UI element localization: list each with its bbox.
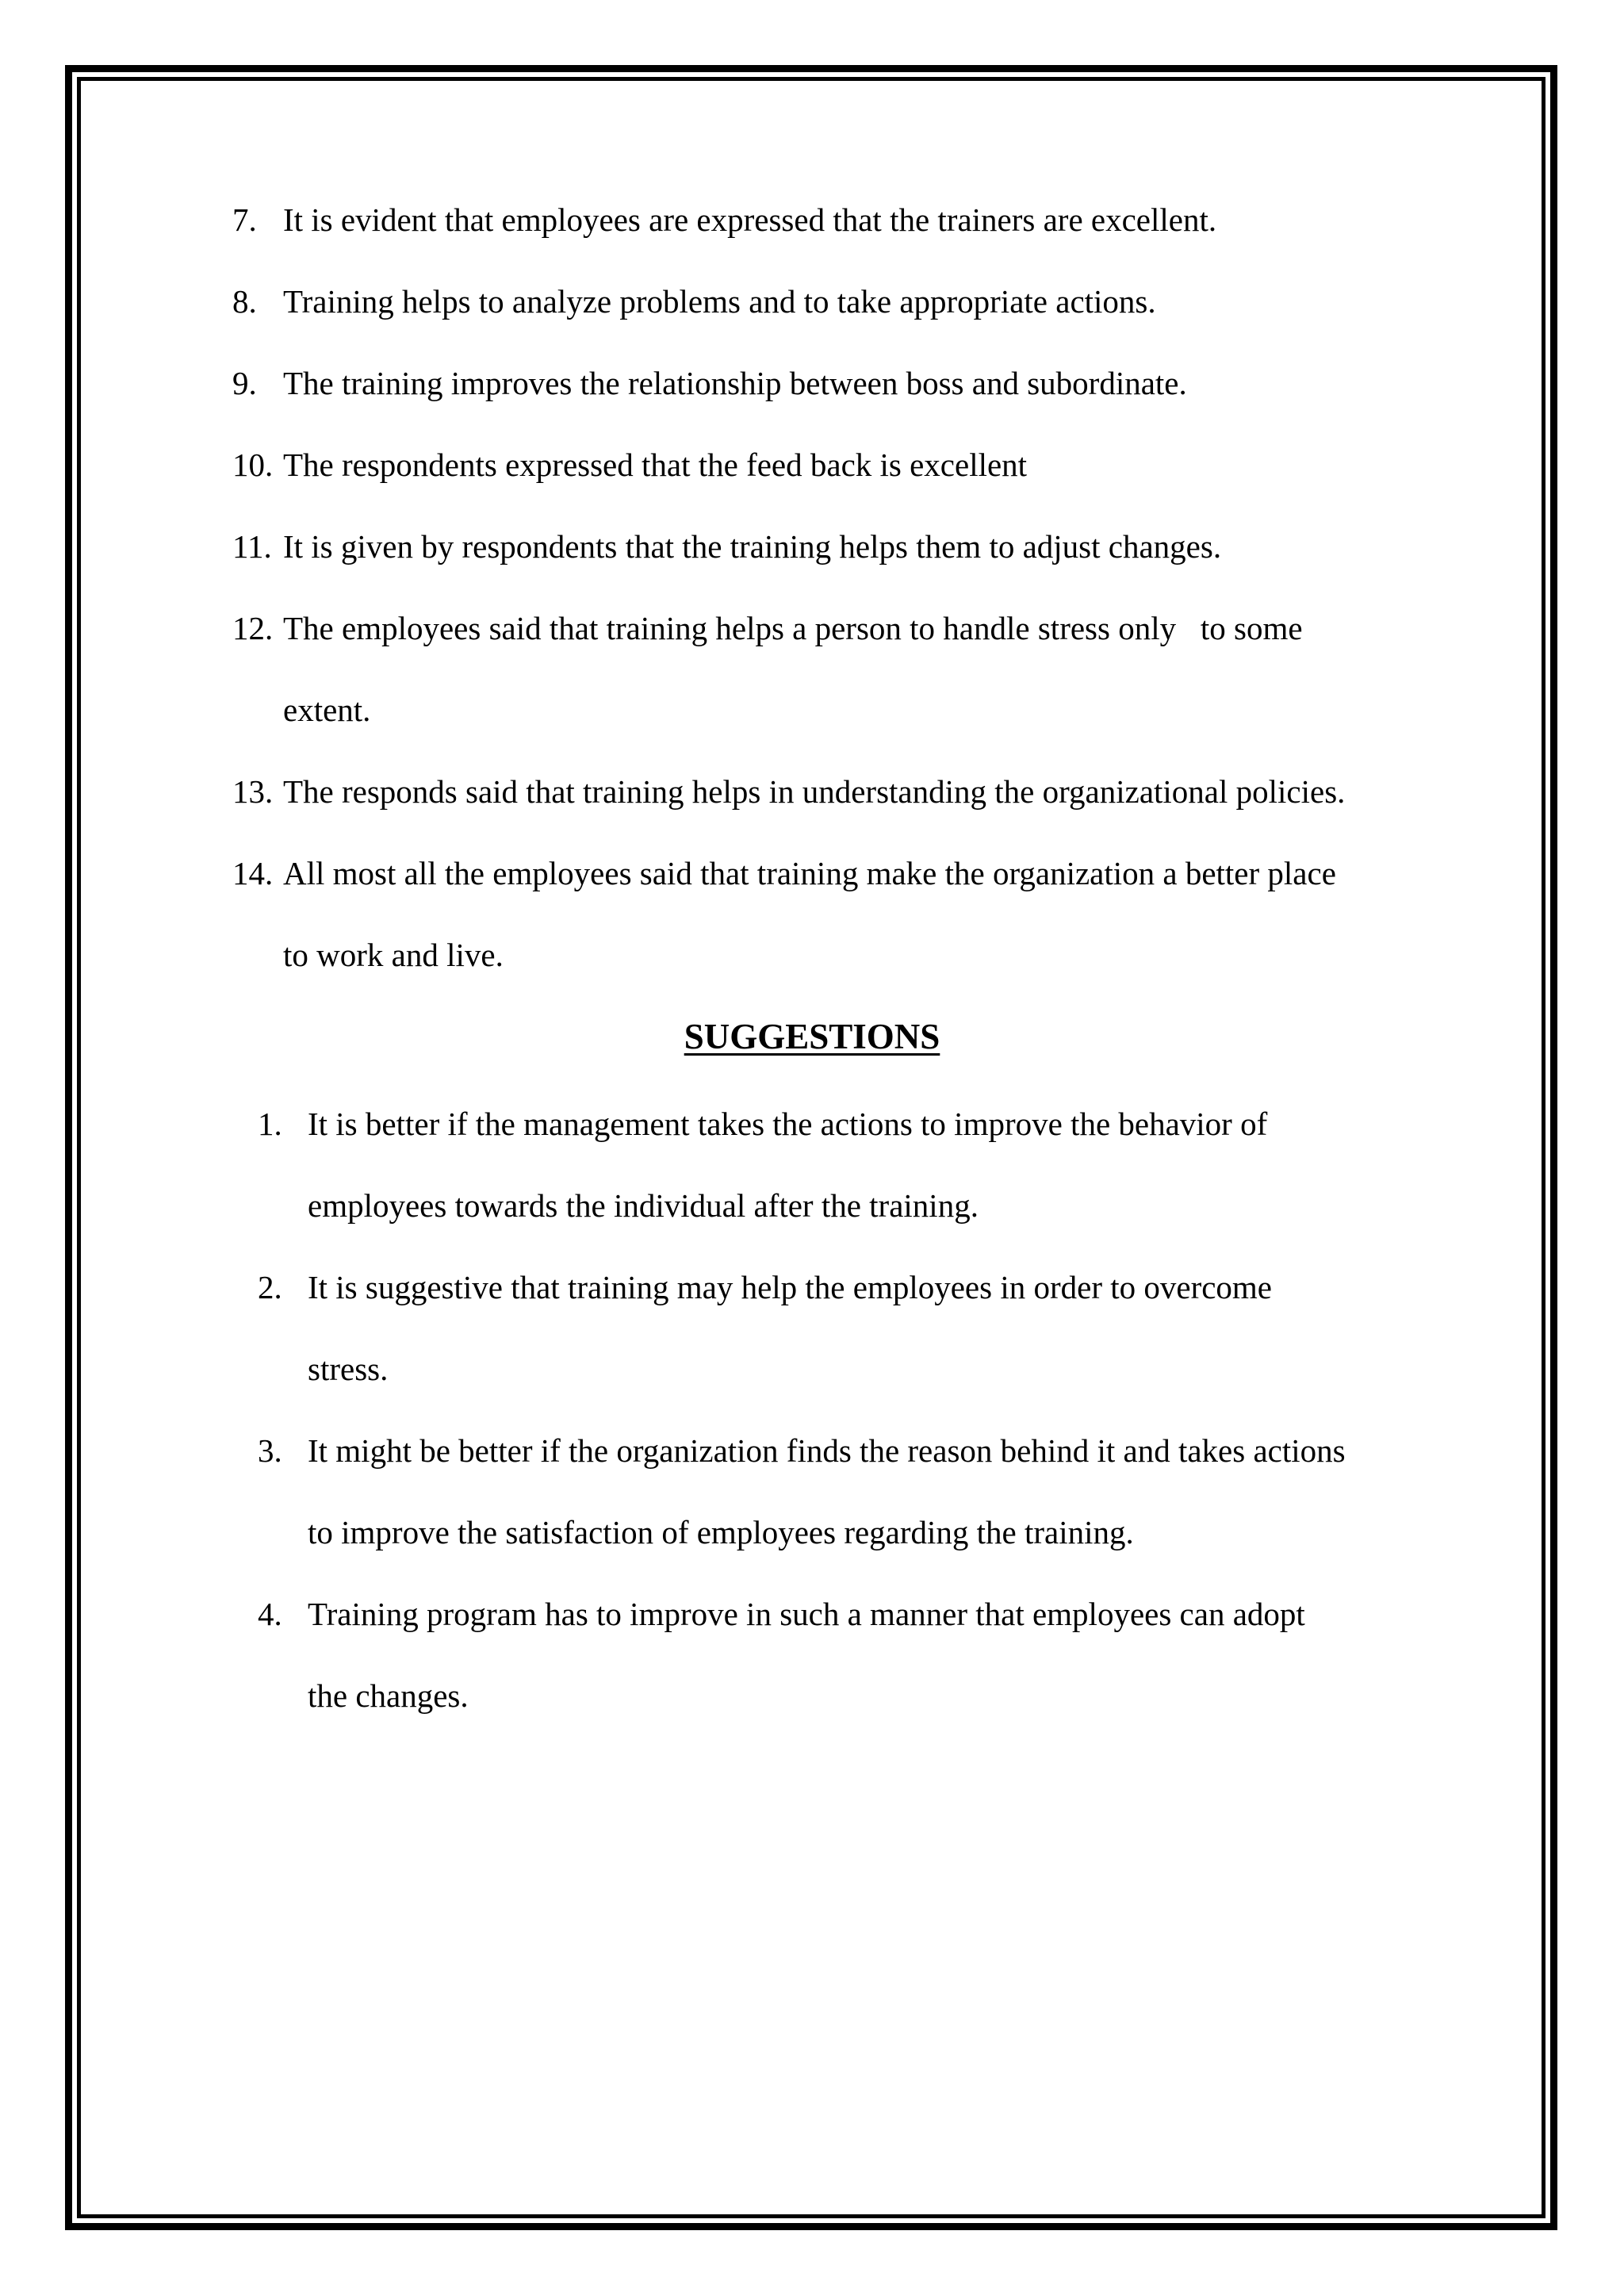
suggestion-number: 3. — [258, 1432, 282, 1469]
finding-number: 9. — [232, 365, 257, 401]
finding-text: The respondents expressed that the feed back is excellent — [283, 447, 1028, 483]
finding-number: 12. — [232, 610, 274, 646]
finding-text: It is evident that employees are expressed that the trainers are excellent. — [283, 201, 1217, 238]
finding-number: 11. — [232, 528, 272, 565]
finding-text: Training helps to analyze problems and to take appropriate actions. — [283, 283, 1156, 320]
finding-number: 10. — [232, 447, 274, 483]
suggestion-text: It is suggestive that training may help the employees in order to overcome — [308, 1269, 1273, 1305]
suggestion-text-continued: to improve the satisfaction of employees regarding the training. — [308, 1514, 1134, 1550]
finding-text-continued: extent. — [283, 692, 371, 728]
finding-number: 7. — [232, 201, 257, 238]
finding-text-continued: to work and live. — [283, 937, 504, 973]
suggestion-number: 2. — [258, 1269, 282, 1305]
suggestion-text-continued: stress. — [308, 1351, 389, 1387]
finding-text: The employees said that training helps a person to handle stress only to some — [283, 610, 1303, 646]
suggestion-text-continued: the changes. — [308, 1677, 469, 1714]
finding-number: 8. — [232, 283, 257, 320]
finding-number: 14. — [232, 855, 274, 891]
finding-text: The responds said that training helps in understanding the organizational policies. — [283, 773, 1346, 810]
suggestion-text: Training program has to improve in such a manner that employees can adopt — [308, 1596, 1305, 1632]
finding-text: The training improves the relationship between boss and subordinate. — [283, 365, 1187, 401]
section-heading-suggestions: SUGGESTIONS — [684, 1017, 940, 1056]
suggestion-text-continued: employees towards the individual after the training. — [308, 1187, 979, 1224]
suggestion-number: 1. — [258, 1106, 282, 1142]
suggestion-number: 4. — [258, 1596, 282, 1632]
suggestion-text: It is better if the management takes the actions to improve the behavior of — [308, 1106, 1268, 1142]
suggestion-text: It might be better if the organization finds the reason behind it and takes actions — [308, 1432, 1346, 1469]
finding-text: It is given by respondents that the training helps them to adjust changes. — [283, 528, 1222, 565]
finding-number: 13. — [232, 773, 274, 810]
finding-text: All most all the employees said that training make the organization a better place — [283, 855, 1336, 891]
